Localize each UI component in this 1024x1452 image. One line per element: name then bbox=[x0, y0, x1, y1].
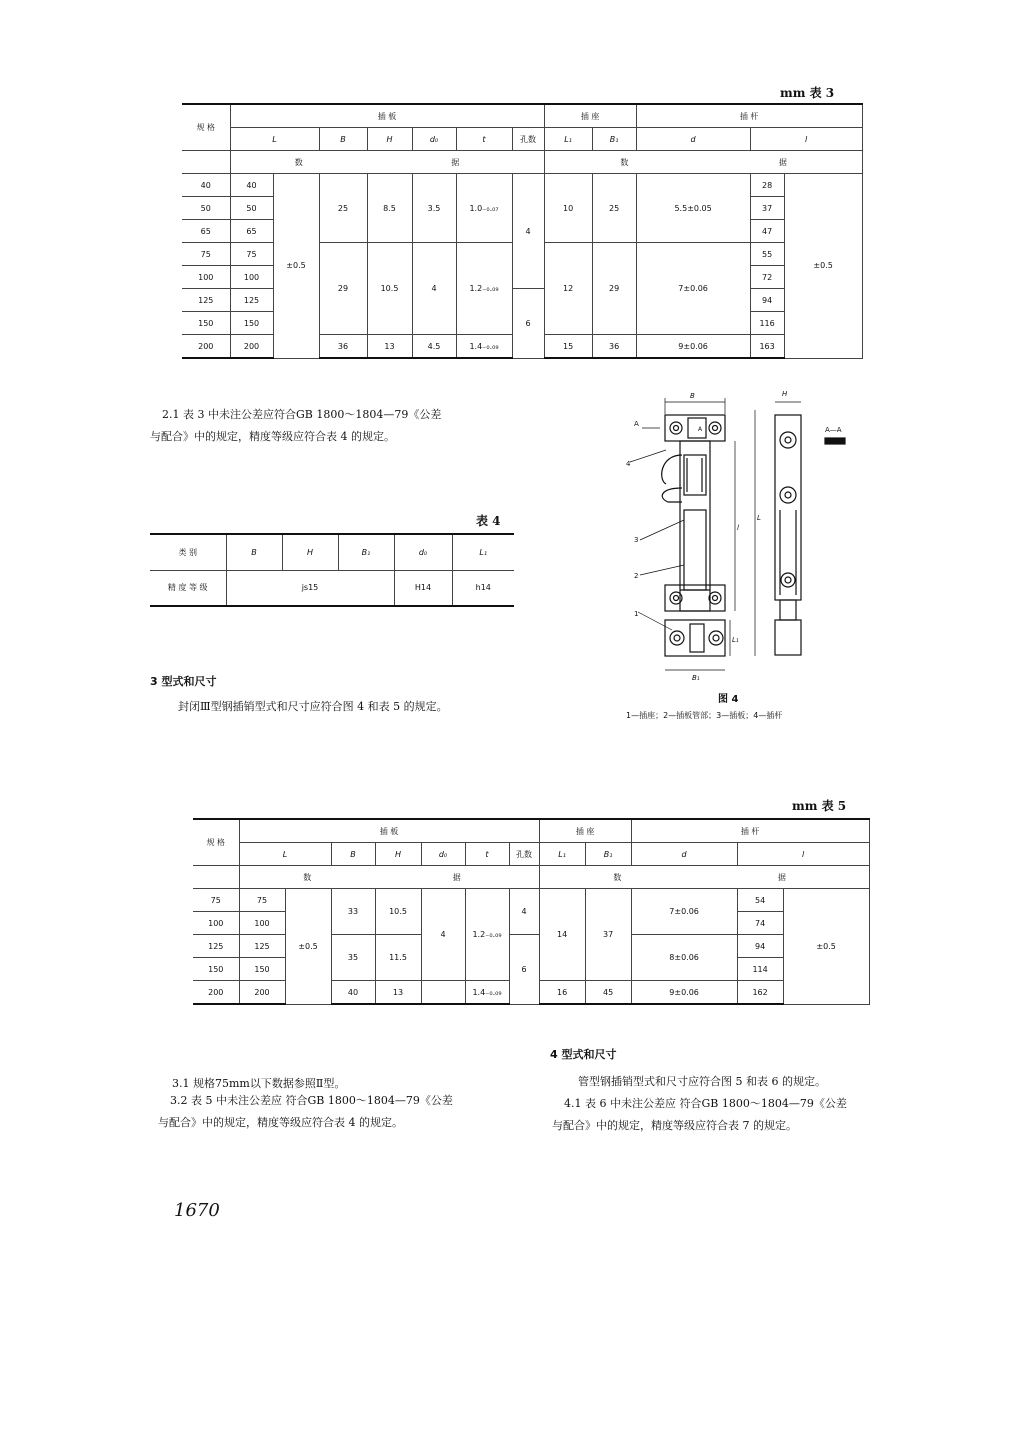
table3-header-guige: 规 格 bbox=[182, 104, 230, 151]
table3-d0: 3.5 bbox=[412, 174, 456, 243]
table3-col-L: L bbox=[230, 128, 319, 151]
table5-holes: 6 bbox=[509, 935, 539, 1005]
table3-col-l: l bbox=[750, 128, 862, 151]
table3-L: 125 bbox=[230, 289, 273, 312]
table3-ju-2: 据 bbox=[704, 151, 862, 174]
table5-l: 54 bbox=[737, 889, 783, 912]
table5-L: 75 bbox=[239, 889, 285, 912]
para-3-1: 3.1 规格75mm以下数据参照Ⅱ型。 bbox=[172, 1077, 346, 1090]
table5-group-chaban: 插 板 bbox=[239, 819, 539, 843]
para-3-2-line2: 与配合》中的规定，精度等级应符合表 4 的规定。 bbox=[158, 1116, 403, 1129]
table5-shu-2: 数 bbox=[539, 866, 695, 889]
table5-H: 10.5 bbox=[375, 889, 421, 935]
table5-l: 114 bbox=[737, 958, 783, 981]
table5-L-tol: ±0.5 bbox=[285, 889, 331, 1005]
table3-l-tol: ±0.5 bbox=[784, 174, 862, 359]
table3-H: 10.5 bbox=[367, 243, 412, 335]
table5-B: 35 bbox=[331, 935, 375, 981]
table3-col-L1: L₁ bbox=[544, 128, 592, 151]
table3-B1: 25 bbox=[592, 174, 636, 243]
table5-col-B1: B₁ bbox=[585, 843, 631, 866]
table3-guige: 100 bbox=[182, 266, 230, 289]
table4-h14: h14 bbox=[452, 570, 514, 606]
table4-header-H: H bbox=[282, 534, 338, 570]
table3-B: 25 bbox=[319, 174, 367, 243]
table5-guige: 150 bbox=[193, 958, 239, 981]
table3-L: 100 bbox=[230, 266, 273, 289]
table3-d0: 4.5 bbox=[412, 335, 456, 359]
table5-col-d: d bbox=[631, 843, 737, 866]
table5-ju-1: 据 bbox=[375, 866, 539, 889]
table3-col-B: B bbox=[319, 128, 367, 151]
table5-col-d0: d₀ bbox=[421, 843, 465, 866]
table5-col-L1: L₁ bbox=[539, 843, 585, 866]
para-4-1-line2: 与配合》中的规定，精度等级应符合表 7 的规定。 bbox=[552, 1119, 797, 1132]
figure-4-title: 图 4 bbox=[718, 694, 739, 705]
table5-l: 94 bbox=[737, 935, 783, 958]
table3-guige: 40 bbox=[182, 174, 230, 197]
table5-B1: 37 bbox=[585, 889, 631, 981]
section-3-heading: 3 型式和尺寸 bbox=[150, 675, 217, 688]
fig4-label-1: 1 bbox=[634, 610, 639, 618]
table4-header-d0: d₀ bbox=[394, 534, 452, 570]
table3-d: 5.5±0.05 bbox=[636, 174, 750, 243]
fig4-label-H: H bbox=[782, 390, 788, 398]
fig4-label-l: l bbox=[737, 524, 739, 532]
table5-caption: mm 表 5 bbox=[792, 799, 847, 813]
para-4-1-line1: 4.1 表 6 中未注公差应 符合GB 1800～1804—79《公差 bbox=[564, 1097, 847, 1110]
table5-ju-2: 据 bbox=[695, 866, 869, 889]
table3-col-t: t bbox=[456, 128, 512, 151]
table3-col-holes: 孔数 bbox=[512, 128, 544, 151]
table3-col-d: d bbox=[636, 128, 750, 151]
table5-L1: 14 bbox=[539, 889, 585, 981]
table3-ju-1: 据 bbox=[367, 151, 544, 174]
table5-group-chazuo: 插 座 bbox=[539, 819, 631, 843]
table5-L: 200 bbox=[239, 981, 285, 1005]
table3-t: 1.2₋₀.₀₉ bbox=[456, 243, 512, 335]
table5-col-B: B bbox=[331, 843, 375, 866]
table3-group-chaban: 插 板 bbox=[230, 104, 544, 128]
table5-t: 1.2₋₀.₀₉ bbox=[465, 889, 509, 981]
fig4-label-L: L bbox=[757, 514, 761, 522]
table5-d: 9±0.06 bbox=[631, 981, 737, 1005]
table3-shu-1: 数 bbox=[230, 151, 367, 174]
table5-L: 100 bbox=[239, 912, 285, 935]
table3-col-d0: d₀ bbox=[412, 128, 456, 151]
table3-B: 29 bbox=[319, 243, 367, 335]
table3-L: 50 bbox=[230, 197, 273, 220]
table3-t: 1.0₋₀.₀₇ bbox=[456, 174, 512, 243]
table3 bbox=[182, 103, 863, 359]
table5-B1: 45 bbox=[585, 981, 631, 1005]
table3-l: 47 bbox=[750, 220, 784, 243]
table3-L: 150 bbox=[230, 312, 273, 335]
table5-col-t: t bbox=[465, 843, 509, 866]
section-3-text: 封闭Ⅲ型钢插销型式和尺寸应符合图 4 和表 5 的规定。 bbox=[178, 700, 448, 713]
table5-d: 8±0.06 bbox=[631, 935, 737, 981]
table3-L1: 12 bbox=[544, 243, 592, 335]
table3-col-B1: B₁ bbox=[592, 128, 636, 151]
fig4-label-A-left: A bbox=[634, 420, 639, 428]
para-2-1-line1: 2.1 表 3 中未注公差应符合GB 1800～1804—79《公差 bbox=[162, 408, 442, 421]
table3-group-chagan: 插 杆 bbox=[636, 104, 862, 128]
table4-row-label: 精 度 等 级 bbox=[150, 570, 226, 606]
table3-L: 200 bbox=[230, 335, 273, 359]
para-3-2-line1: 3.2 表 5 中未注公差应 符合GB 1800～1804—79《公差 bbox=[170, 1094, 453, 1107]
table5 bbox=[193, 818, 870, 1005]
table5-guige: 75 bbox=[193, 889, 239, 912]
table4 bbox=[150, 533, 514, 607]
table3-group-chazuo: 插 座 bbox=[544, 104, 636, 128]
table5-col-l: l bbox=[737, 843, 869, 866]
table3-L1: 10 bbox=[544, 174, 592, 243]
table5-holes: 4 bbox=[509, 889, 539, 935]
table3-shu-2: 数 bbox=[544, 151, 704, 174]
table4-caption: 表 4 bbox=[476, 514, 501, 528]
table3-guige: 75 bbox=[182, 243, 230, 266]
figure-4-caption: 1—插座；2—插板管部；3—插板；4—插杆 bbox=[626, 711, 783, 720]
table3-l: 55 bbox=[750, 243, 784, 266]
section-4-text: 管型钢插销型式和尺寸应符合图 5 和表 6 的规定。 bbox=[578, 1075, 826, 1088]
para-2-1-line2: 与配合》中的规定，精度等级应符合表 4 的规定。 bbox=[150, 430, 395, 443]
fig4-label-3: 3 bbox=[634, 536, 639, 544]
table5-d0: 4 bbox=[421, 889, 465, 981]
table4-H14: H14 bbox=[394, 570, 452, 606]
table4-header-category: 类 别 bbox=[150, 534, 226, 570]
table3-l: 72 bbox=[750, 266, 784, 289]
table3-L-tol: ±0.5 bbox=[273, 174, 319, 359]
table3-l: 37 bbox=[750, 197, 784, 220]
table5-d0-blank bbox=[421, 981, 465, 1005]
table4-header-B1: B₁ bbox=[338, 534, 394, 570]
table3-caption: mm 表 3 bbox=[780, 86, 835, 100]
section-4-heading: 4 型式和尺寸 bbox=[550, 1048, 617, 1061]
table5-B: 40 bbox=[331, 981, 375, 1005]
table3-l: 94 bbox=[750, 289, 784, 312]
table3-guige: 150 bbox=[182, 312, 230, 335]
table3-l: 28 bbox=[750, 174, 784, 197]
para-4-1 bbox=[552, 1093, 932, 1137]
table3-H: 13 bbox=[367, 335, 412, 359]
table5-header-guige: 规 格 bbox=[193, 819, 239, 866]
fig4-label-A-inner: A bbox=[698, 426, 703, 433]
table5-guige: 100 bbox=[193, 912, 239, 935]
table5-l: 74 bbox=[737, 912, 783, 935]
table4-header-B: B bbox=[226, 534, 282, 570]
fig4-label-2: 2 bbox=[634, 572, 639, 580]
table4-js15: js15 bbox=[226, 570, 394, 606]
page-number: 1670 bbox=[174, 1200, 220, 1221]
para-3-2 bbox=[158, 1090, 538, 1134]
table5-col-holes: 孔数 bbox=[509, 843, 539, 866]
table5-group-chagan: 插 杆 bbox=[631, 819, 869, 843]
figure-4-drawing bbox=[620, 380, 860, 710]
table5-L: 150 bbox=[239, 958, 285, 981]
table5-guige: 125 bbox=[193, 935, 239, 958]
table3-d: 7±0.06 bbox=[636, 243, 750, 335]
table3-l: 163 bbox=[750, 335, 784, 359]
table3-H: 8.5 bbox=[367, 174, 412, 243]
table3-l: 116 bbox=[750, 312, 784, 335]
table3-B1: 36 bbox=[592, 335, 636, 359]
table3-col-H: H bbox=[367, 128, 412, 151]
para-2-1 bbox=[150, 404, 530, 448]
table4-header-L1: L₁ bbox=[452, 534, 514, 570]
table5-l: 162 bbox=[737, 981, 783, 1005]
table3-t: 1.4₋₀.₀₉ bbox=[456, 335, 512, 359]
table3-holes: 4 bbox=[512, 174, 544, 289]
table5-shu-1: 数 bbox=[239, 866, 375, 889]
table3-B: 36 bbox=[319, 335, 367, 359]
table3-B1: 29 bbox=[592, 243, 636, 335]
table3-L1: 15 bbox=[544, 335, 592, 359]
fig4-label-4: 4 bbox=[626, 460, 631, 468]
fig4-label-AA: A—A bbox=[825, 426, 842, 434]
table5-L1: 16 bbox=[539, 981, 585, 1005]
table3-d0: 4 bbox=[412, 243, 456, 335]
table5-B: 33 bbox=[331, 889, 375, 935]
table5-guige: 200 bbox=[193, 981, 239, 1005]
table5-t: 1.4₋₀.₀₉ bbox=[465, 981, 509, 1005]
table3-L: 75 bbox=[230, 243, 273, 266]
table3-d: 9±0.06 bbox=[636, 335, 750, 359]
table5-d: 7±0.06 bbox=[631, 889, 737, 935]
table3-L: 40 bbox=[230, 174, 273, 197]
table3-L: 65 bbox=[230, 220, 273, 243]
table5-L: 125 bbox=[239, 935, 285, 958]
fig4-label-B1: B₁ bbox=[692, 674, 700, 682]
table5-col-L: L bbox=[239, 843, 331, 866]
table3-guige: 125 bbox=[182, 289, 230, 312]
table3-guige: 200 bbox=[182, 335, 230, 359]
table5-H: 13 bbox=[375, 981, 421, 1005]
table5-l-tol: ±0.5 bbox=[783, 889, 869, 1005]
table3-guige: 50 bbox=[182, 197, 230, 220]
fig4-label-B: B bbox=[690, 392, 695, 400]
fig4-label-L1: L₁ bbox=[732, 636, 739, 644]
table5-H: 11.5 bbox=[375, 935, 421, 981]
table3-holes: 6 bbox=[512, 289, 544, 359]
table3-guige: 65 bbox=[182, 220, 230, 243]
table5-col-H: H bbox=[375, 843, 421, 866]
